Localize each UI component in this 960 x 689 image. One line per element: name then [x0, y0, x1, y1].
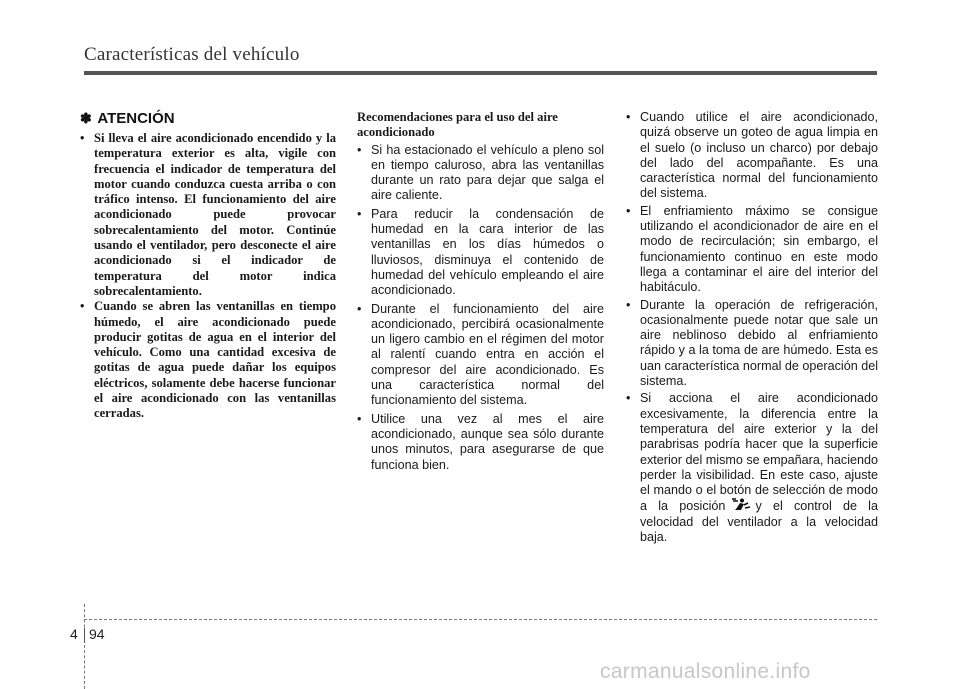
list-item [357, 207, 604, 299]
list-item [80, 299, 336, 421]
caution-item-text: Si lleva el aire acondicionado encendido y la temperatura exterior es alta, vigile con frecuencia el indicador de temperatura del motor cuando conduzca cuesta arriba o con tráfico intenso. El funcionamiento del aire acondicionado puede provocar sobrecalentamiento del motor. Continúe usando el ventilador, pero desconecte el aire acondicionado si el indicador de temperatura del motor indica sobrecalentamiento. [94, 131, 336, 298]
recommendation-text: Si ha estacionado el vehículo a pleno sol en tiempo caluroso, abra las ventanillas durante un rato para dejar que salga el aire caliente. [371, 142, 604, 203]
bullet: • [357, 142, 362, 157]
recommendation-text: Para reducir la condensación de humedad en la cara interior de las ventanillas en los días húmedos o lluviosos, disminuya el contenido de humedad del vehículo empleando el aire acondicionado. [371, 206, 604, 298]
bullet: • [626, 203, 631, 218]
recommendations-heading: Recomendaciones para el uso del aire acondicionado [357, 110, 558, 140]
header-rule [84, 71, 877, 75]
caution-heading [80, 110, 336, 127]
recommendation-text: Durante el funcionamiento del aire acondicionado, percibirá ocasionalmente un ligero cambio en el régimen del motor al ralentí cuando entra en acción el compresor del aire acondicionado. Es una característica normal del funcionamiento del sistema. [371, 301, 604, 408]
bullet: • [626, 110, 631, 124]
list-item [80, 131, 336, 299]
floor-defrost-mode-icon [729, 498, 751, 512]
bullet: • [626, 297, 631, 312]
caution-mark-icon: ✽ [80, 110, 92, 126]
bullet: • [357, 301, 362, 316]
list-item [357, 143, 604, 204]
notes-list [626, 110, 878, 545]
page-header-title: Características del vehículo [84, 44, 300, 65]
bullet: • [80, 299, 85, 314]
recommendations-list [357, 143, 604, 473]
note-text: El enfriamiento máximo se consigue utilizando el acondicionador de aire en el modo de recirculación; sin embargo, el funcionamiento continuo en este modo llega a contaminar el aire del interior del habitáculo. [640, 203, 878, 295]
footer-horizontal-rule [84, 619, 877, 620]
caution-title: ATENCIÓN [97, 110, 175, 127]
page-number: 94 [89, 626, 105, 642]
bullet: • [626, 391, 631, 406]
watermark: carmanualsonline.info [600, 660, 811, 683]
additional-notes-section [626, 110, 878, 547]
caution-section [80, 110, 336, 422]
note-text: Durante la operación de refrigeración, ocasionalmente puede notar que sale un aire neblinoso debido al enfriamiento rápido y a la toma de are húmedo. Esta es uan característica normal de operación del sistema. [640, 297, 879, 389]
note-text: Cuando utilice el aire acondicionado, quizá observe un goteo de agua limpia en el suelo (o incluso un charco) por debajo del lado del acompañante. Es una característica normal del funcionamiento del sistema. [640, 110, 878, 201]
list-item [626, 110, 878, 202]
list-item [626, 298, 878, 390]
footer-vertical-rule [84, 604, 85, 689]
caution-item-text: Cuando se abren las ventanillas en tiempo húmedo, el aire acondicionado puede producir gotitas de agua en el interior del vehículo. Como una cantidad excesiva de gotitas de agua puede dañar los equipos eléctricos, solamente debe hacerse funcionar el aire acondicionado con las ventanillas cerradas. [94, 299, 336, 421]
caution-list [80, 131, 336, 422]
bullet: • [357, 206, 362, 221]
page-number-separator [84, 628, 85, 643]
note-text: Si acciona el aire acondicionado excesivamente, la diferencia entre la temperatura del aire exterior y la del parabrisas podría hacer que la superficie exterior del mismo se empañara, haciendo perder la visibilidad. En este caso, ajuste el mando o el botón de selección de modo a la posición [640, 391, 879, 514]
note-text: y el control de la velocidad del ventilador a la velocidad baja. [640, 499, 878, 545]
chapter-number: 4 [70, 626, 78, 642]
bullet: • [357, 411, 362, 426]
list-item [357, 412, 604, 473]
bullet: • [80, 131, 85, 145]
list-item [357, 302, 604, 409]
recommendations-section [357, 110, 604, 476]
list-item [626, 204, 878, 296]
recommendation-text: Utilice una vez al mes el aire acondicionado, aunque sea sólo durante unos minutos, para asegurarse de que funciona bien. [371, 411, 604, 472]
list-item [626, 391, 878, 545]
